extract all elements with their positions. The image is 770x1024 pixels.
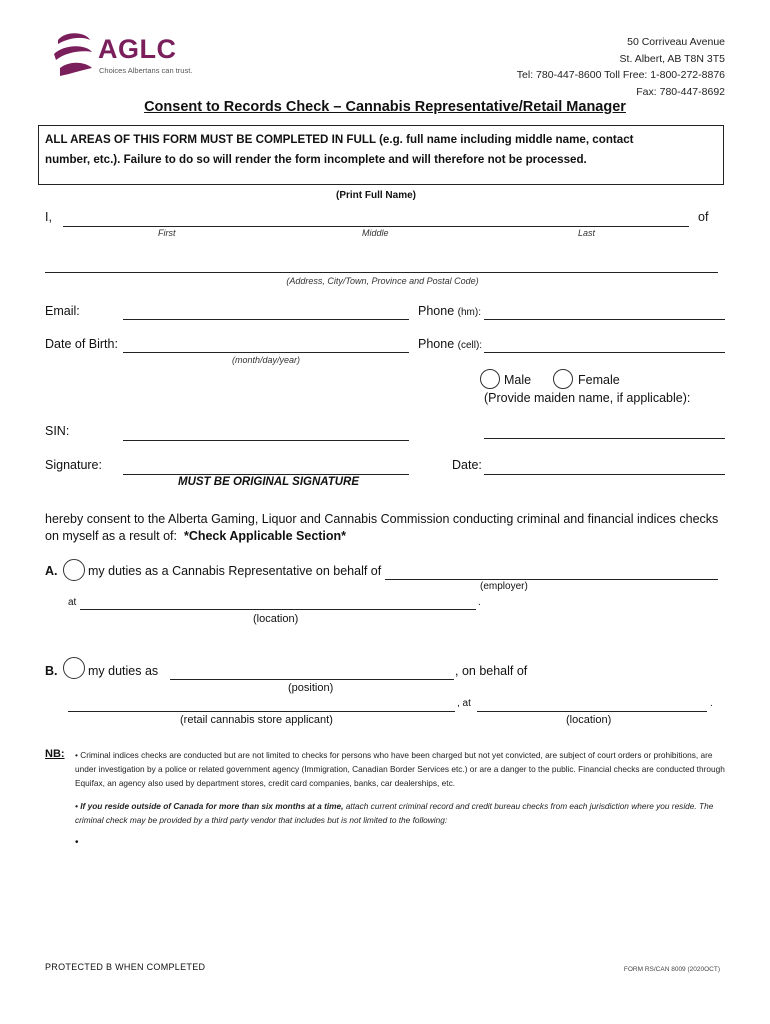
address-line1: 50 Corriveau Avenue — [627, 36, 725, 48]
date-field[interactable] — [484, 474, 725, 475]
phone-cell-label — [418, 337, 482, 351]
section-b-location-label: (location) — [566, 714, 612, 726]
section-b-letter: B. — [45, 664, 58, 678]
logo-tagline: Choices Albertans can trust. — [99, 66, 193, 75]
phone-cell-label-text: Phone — [418, 337, 455, 351]
fax-line: Fax: 780-447-8692 — [636, 85, 725, 98]
nb-bullet-2-rest: attach current criminal record and credit bureau checks from each jurisdiction where you reside. The criminal check may be provided by a third party vendor that includes but is not limited to the following: — [75, 801, 714, 825]
maiden-name-note: (Provide maiden name, if applicable): — [484, 391, 691, 405]
phone-hm-label — [418, 304, 481, 318]
phone-hm-label-suffix: (hm): — [457, 307, 481, 318]
aglc-logo — [52, 30, 202, 80]
dob-label: Date of Birth: — [45, 337, 118, 351]
female-radio[interactable] — [553, 369, 573, 389]
check-applicable-section: *Check Applicable Section* — [183, 529, 347, 543]
address-field[interactable] — [45, 272, 718, 273]
applicant-field[interactable] — [68, 711, 455, 712]
dob-field[interactable] — [123, 352, 409, 353]
protected-b-label: PROTECTED B WHEN COMPLETED — [45, 962, 206, 972]
section-a-at-label: at — [68, 597, 77, 608]
nb-bullet-1: • Criminal indices checks are conducted but are not limited to checks for persons who have been charged but not yet convicted, are subject of court orders or prohibitions, are under investigation by a police or related government agency (Immigration, Canadian Border Services etc.) or are a danger to the public. Financial checks are conducted through Equifax, an agency also used by department stores, credit card companies, banks, car dealerships, etc. — [75, 750, 725, 788]
section-a-period: . — [478, 597, 481, 608]
section-a-radio[interactable] — [63, 559, 85, 581]
notice-line2: number, etc.). Failure to do so will render the form incomplete and will therefore not be processed. — [45, 153, 587, 166]
phone-cell-label-suffix: (cell): — [457, 340, 483, 351]
first-name-label: First — [158, 228, 176, 238]
nb-label: NB: — [45, 748, 65, 760]
section-b-at-label: , at — [457, 698, 471, 709]
phone-cell-field[interactable] — [484, 352, 725, 353]
section-b-location-field[interactable] — [477, 711, 707, 712]
male-radio[interactable] — [480, 369, 500, 389]
section-a-location-label: (location) — [253, 613, 299, 625]
page-title: Consent to Records Check – Cannabis Representative/Retail Manager — [144, 99, 626, 115]
section-a-location-field[interactable] — [80, 609, 476, 610]
employer-label: (employer) — [480, 581, 528, 592]
date-label: Date: — [452, 458, 482, 472]
nb-bullet-2 — [75, 799, 730, 827]
notice-box — [38, 125, 724, 185]
applicant-label: (retail cannabis store applicant) — [180, 714, 333, 726]
sin-field[interactable] — [123, 440, 409, 441]
employer-field[interactable] — [385, 579, 718, 580]
signature-field[interactable] — [123, 474, 409, 475]
section-b-text: my duties as — [88, 664, 159, 678]
aglc-logo-mark-icon — [52, 30, 96, 78]
middle-name-label: Middle — [362, 228, 389, 238]
phone-line: Tel: 780-447-8600 Toll Free: 1-800-272-8876 — [516, 69, 725, 81]
last-name-label: Last — [578, 228, 596, 238]
notice-line1: ALL AREAS OF THIS FORM MUST BE COMPLETED IN FULL (e.g. full name including middle name, contact — [45, 133, 634, 146]
i-label: I, — [45, 210, 52, 224]
phone-hm-field[interactable] — [484, 319, 725, 320]
section-b-radio[interactable] — [63, 657, 85, 679]
maiden-name-field[interactable] — [484, 438, 725, 439]
address-block — [517, 34, 725, 100]
sin-label: SIN: — [45, 424, 70, 438]
email-field[interactable] — [123, 319, 409, 320]
signature-note: MUST BE ORIGINAL SIGNATURE — [178, 476, 360, 488]
male-label: Male — [504, 373, 532, 387]
address-field-label: (Address, City/Town, Province and Postal Code) — [286, 276, 479, 286]
position-field[interactable] — [170, 679, 454, 680]
section-a-letter: A. — [45, 564, 58, 578]
of-label: of — [698, 210, 709, 224]
section-a-text: my duties as a Cannabis Representative on behalf of — [88, 564, 382, 578]
address-line2: St. Albert, AB T8N 3T5 — [619, 52, 725, 65]
email-label: Email: — [45, 304, 80, 318]
consent-line2 — [45, 529, 346, 543]
signature-label: Signature: — [45, 458, 102, 472]
full-name-field[interactable] — [63, 226, 689, 227]
position-label: (position) — [288, 682, 334, 694]
nb-bullet-3: • — [75, 837, 79, 848]
section-b-on-behalf: , on behalf of — [455, 664, 528, 678]
nb-bullet-2-bold: • If you reside outside of Canada for more than six months at a time, — [75, 801, 344, 811]
form-code: FORM RS/CAN 8009 (2020OCT) — [623, 966, 720, 973]
consent-line1: hereby consent to the Alberta Gaming, Liquor and Cannabis Commission conducting criminal and financial indices checks — [45, 512, 719, 526]
section-b-period: . — [710, 698, 713, 709]
phone-hm-label-text: Phone — [418, 304, 455, 318]
female-label: Female — [578, 373, 620, 387]
logo-wordmark: AGLC — [98, 34, 177, 64]
print-full-name-heading: (Print Full Name) — [335, 190, 416, 201]
consent-line2-text: on myself as a result of: — [45, 529, 184, 543]
dob-format-label: (month/day/year) — [232, 355, 301, 365]
